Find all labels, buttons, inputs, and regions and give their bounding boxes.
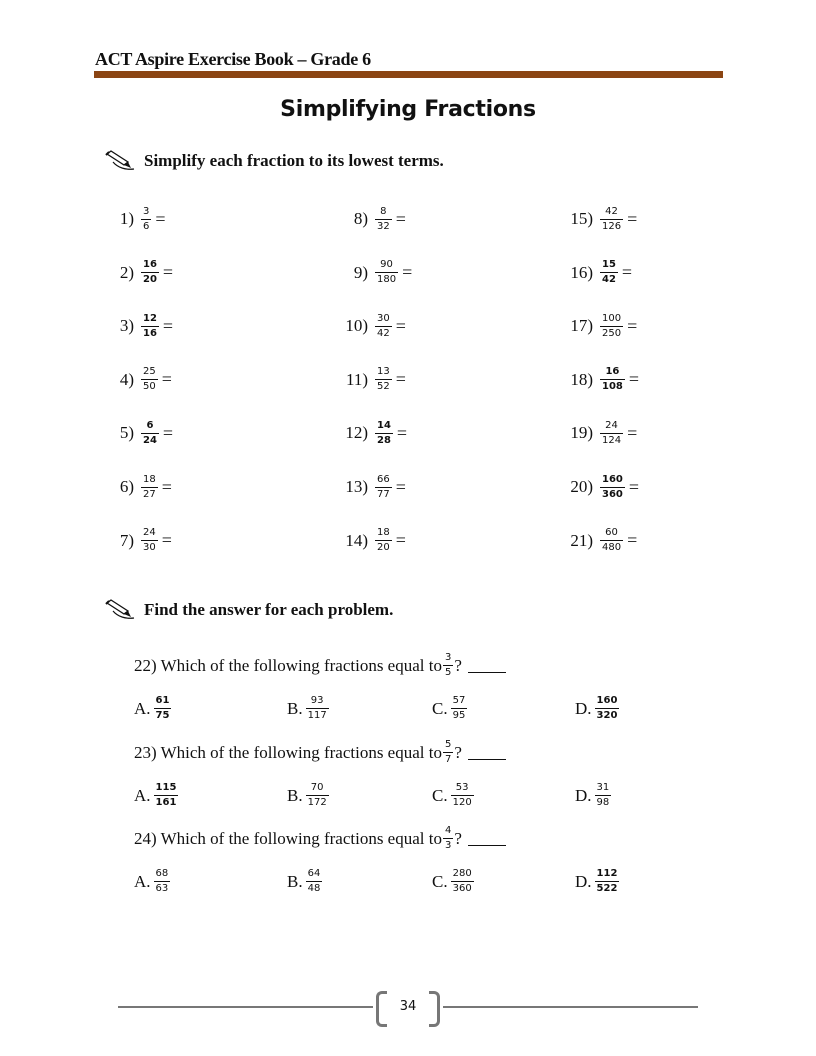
fraction-denominator: 117 (307, 710, 327, 721)
answer-option[interactable] (134, 868, 171, 895)
fraction-numerator: 42 (605, 205, 618, 217)
exercise-number: 3) (119, 316, 134, 336)
fraction-numerator: 12 (143, 312, 157, 324)
fraction-denominator: 522 (596, 883, 618, 894)
question-prompt: 22) Which of the following fractions equal to (134, 655, 442, 675)
option-letter: B. (287, 871, 303, 891)
fraction (442, 652, 454, 679)
fraction (374, 420, 394, 447)
exercise-item (563, 199, 637, 239)
answer-blank[interactable] (468, 831, 506, 846)
answer-blank[interactable] (468, 745, 506, 760)
exercise-number: 1) (119, 209, 134, 228)
fraction (140, 420, 160, 447)
fraction-numerator: 93 (310, 695, 324, 706)
fraction (374, 259, 399, 286)
option-letter: B. (287, 698, 303, 718)
fraction-denominator: 5 (444, 667, 452, 678)
equals-sign: = (627, 315, 638, 336)
fraction-denominator: 95 (452, 710, 466, 721)
equals-sign: = (628, 369, 640, 390)
exercise-number: 10) (345, 316, 368, 336)
fraction-denominator: 172 (307, 797, 327, 808)
fraction-numerator: 66 (377, 473, 390, 485)
equals-sign: = (395, 369, 406, 390)
equals-sign: = (162, 315, 174, 336)
fraction (153, 782, 180, 809)
fraction-denominator: 360 (452, 883, 472, 894)
fraction-numerator: 13 (377, 366, 390, 378)
exercise-item (114, 521, 172, 561)
fraction (305, 782, 330, 809)
fraction-numerator: 115 (155, 782, 177, 793)
section1-instruction (104, 150, 444, 172)
page-number: 34 (399, 999, 417, 1014)
equals-sign: = (627, 422, 638, 443)
exercise-number: 19) (570, 423, 593, 443)
header-title: ACT Aspire Exercise Book – Grade 6 (95, 49, 371, 69)
exercise-number: 5) (119, 423, 134, 443)
footer-bracket-right (429, 991, 440, 1027)
fraction-numerator: 280 (452, 868, 472, 879)
exercise-number: 4) (119, 369, 134, 389)
answer-option[interactable] (287, 695, 330, 722)
exercise-item (338, 306, 406, 346)
exercise-item (338, 413, 407, 453)
option-letter: A. (134, 698, 151, 718)
fraction (599, 259, 619, 286)
question-mark: ? (454, 655, 462, 675)
fraction-numerator: 68 (155, 868, 169, 879)
fraction-numerator: 90 (380, 259, 393, 271)
exercise-number: 21) (570, 530, 593, 550)
fraction (374, 313, 393, 340)
exercise-number: 7) (119, 530, 134, 550)
exercise-item (114, 413, 173, 453)
fraction-numerator: 5 (444, 739, 452, 750)
answer-option[interactable] (134, 782, 179, 809)
equals-sign: = (627, 208, 638, 229)
question-text (134, 652, 506, 679)
fraction-denominator: 28 (377, 434, 391, 446)
equals-sign: = (161, 530, 172, 551)
fraction (594, 868, 621, 895)
answer-option[interactable] (287, 782, 330, 809)
fraction-numerator: 3 (444, 652, 452, 663)
fraction-denominator: 161 (155, 797, 177, 808)
fraction-denominator: 24 (143, 434, 157, 446)
exercise-item (563, 306, 637, 346)
option-letter: D. (575, 871, 592, 891)
pencil-icon (104, 150, 136, 172)
equals-sign: = (396, 422, 408, 443)
section2-instruction-text: Find the answer for each problem. (144, 600, 394, 619)
exercise-number: 12) (345, 423, 368, 443)
fraction (374, 206, 393, 233)
answer-option[interactable] (575, 782, 612, 809)
footer-bracket-left (376, 991, 387, 1027)
fraction (594, 695, 621, 722)
fraction (305, 868, 324, 895)
fraction-denominator: 20 (377, 542, 390, 554)
fraction (599, 474, 626, 501)
fraction-denominator: 63 (155, 883, 169, 894)
fraction-denominator: 120 (452, 797, 472, 808)
fraction (450, 868, 475, 895)
fraction-numerator: 16 (605, 366, 620, 378)
option-letter: C. (432, 698, 448, 718)
question-mark: ? (454, 828, 462, 848)
exercise-item (338, 521, 406, 561)
fraction-numerator: 14 (377, 419, 391, 431)
fraction-numerator: 31 (596, 782, 610, 793)
fraction-numerator: 30 (377, 312, 390, 324)
fraction-numerator: 64 (307, 868, 321, 879)
equals-sign: = (627, 530, 638, 551)
fraction (374, 527, 393, 554)
exercise-item (114, 253, 173, 293)
fraction-numerator: 8 (380, 205, 387, 217)
exercise-item (563, 253, 632, 293)
exercise-item (563, 360, 639, 400)
fraction-numerator: 160 (602, 473, 623, 485)
fraction-numerator: 24 (143, 527, 156, 539)
exercise-item (338, 467, 406, 507)
fraction-denominator: 42 (602, 274, 616, 286)
option-letter: A. (134, 871, 151, 891)
fraction-numerator: 15 (602, 259, 616, 271)
fraction-denominator: 126 (602, 220, 622, 232)
equals-sign: = (628, 476, 640, 497)
fraction (374, 474, 393, 501)
fraction-numerator: 18 (143, 473, 156, 485)
exercise-number: 17) (570, 316, 593, 336)
equals-sign: = (395, 476, 406, 497)
equals-sign: = (161, 369, 172, 390)
question-text (134, 739, 506, 766)
fraction (599, 206, 624, 233)
fraction-denominator: 360 (602, 488, 623, 500)
equals-sign: = (621, 262, 633, 283)
fraction (140, 206, 152, 233)
fraction-numerator: 160 (596, 695, 618, 706)
header-rule (94, 71, 723, 78)
fraction-numerator: 6 (146, 419, 154, 431)
option-letter: A. (134, 785, 151, 805)
fraction-denominator: 48 (307, 883, 321, 894)
fraction-numerator: 25 (143, 366, 156, 378)
exercise-number: 18) (570, 369, 593, 389)
fraction-numerator: 100 (602, 312, 622, 324)
fraction (450, 782, 475, 809)
fraction-denominator: 16 (143, 327, 157, 339)
fraction-numerator: 57 (452, 695, 466, 706)
fraction-denominator: 124 (602, 434, 622, 446)
exercise-item (114, 467, 172, 507)
fraction (153, 868, 172, 895)
answer-option[interactable] (575, 695, 620, 722)
fraction-denominator: 77 (377, 488, 390, 500)
answer-option[interactable] (432, 868, 475, 895)
fraction-denominator: 480 (602, 542, 622, 554)
section2-instruction (104, 599, 393, 621)
fraction-denominator: 50 (143, 381, 156, 393)
equals-sign: = (395, 208, 406, 229)
exercise-item (114, 199, 166, 239)
fraction-denominator: 7 (444, 754, 452, 765)
exercise-item (563, 521, 637, 561)
exercise-item (563, 413, 637, 453)
fraction (140, 259, 160, 286)
exercise-number: 9) (353, 262, 368, 282)
equals-sign: = (155, 208, 166, 229)
fraction-numerator: 60 (605, 527, 618, 539)
equals-sign: = (395, 315, 406, 336)
fraction (140, 366, 159, 393)
option-letter: C. (432, 871, 448, 891)
answer-blank[interactable] (468, 658, 506, 673)
fraction-numerator: 16 (143, 259, 157, 271)
fraction-denominator: 320 (596, 710, 618, 721)
exercise-item (338, 199, 406, 239)
fraction (374, 366, 393, 393)
exercise-number: 11) (345, 369, 368, 389)
exercise-number: 6) (119, 477, 134, 496)
exercise-number: 14) (345, 530, 368, 550)
exercise-number: 2) (119, 262, 134, 282)
fraction-numerator: 4 (444, 825, 452, 836)
fraction-numerator: 18 (377, 527, 390, 539)
option-letter: D. (575, 698, 592, 718)
answer-option[interactable] (287, 868, 323, 895)
exercise-number: 13) (345, 477, 368, 496)
fraction-denominator: 42 (377, 327, 390, 339)
option-letter: D. (575, 785, 592, 805)
fraction-numerator: 3 (143, 205, 150, 217)
equals-sign: = (162, 422, 174, 443)
fraction (140, 474, 159, 501)
answer-option[interactable] (575, 868, 620, 895)
exercise-item (114, 306, 173, 346)
fraction (599, 366, 626, 393)
fraction-denominator: 27 (143, 488, 156, 500)
fraction-denominator: 75 (155, 710, 170, 721)
fraction-denominator: 52 (377, 381, 390, 393)
exercise-number: 20) (570, 477, 593, 496)
answer-option[interactable] (432, 695, 468, 722)
fraction-numerator: 112 (596, 868, 618, 879)
fraction-numerator: 24 (605, 419, 618, 431)
option-letter: B. (287, 785, 303, 805)
fraction (594, 782, 613, 809)
fraction (599, 527, 624, 554)
fraction (442, 739, 454, 766)
fraction-denominator: 20 (143, 274, 157, 286)
footer-line-right (443, 1006, 698, 1008)
fraction-numerator: 70 (310, 782, 324, 793)
question-prompt: 24) Which of the following fractions equal to (134, 828, 442, 848)
exercise-number: 15) (570, 209, 593, 228)
fraction-denominator: 250 (602, 327, 622, 339)
fraction-denominator: 3 (444, 840, 452, 851)
fraction (140, 527, 159, 554)
fraction-denominator: 32 (377, 220, 390, 232)
answer-option[interactable] (432, 782, 475, 809)
fraction (153, 695, 173, 722)
equals-sign: = (395, 530, 406, 551)
section1-instruction-text: Simplify each fraction to its lowest terms. (144, 151, 444, 170)
fraction (305, 695, 330, 722)
fraction-denominator: 180 (377, 274, 397, 286)
fraction (442, 825, 454, 852)
footer-line-left (118, 1006, 373, 1008)
pencil-icon (104, 599, 136, 621)
fraction (599, 313, 624, 340)
fraction (599, 420, 624, 447)
exercise-number: 16) (570, 262, 593, 282)
exercise-item (114, 360, 172, 400)
fraction (140, 313, 160, 340)
fraction-denominator: 108 (602, 381, 623, 393)
fraction-numerator: 53 (455, 782, 469, 793)
equals-sign: = (161, 476, 172, 497)
exercise-item (563, 467, 639, 507)
page-title: Simplifying Fractions (280, 97, 536, 122)
fraction (450, 695, 469, 722)
fraction-denominator: 98 (596, 797, 610, 808)
exercise-item (338, 253, 412, 293)
fraction-numerator: 61 (155, 695, 170, 706)
fraction-denominator: 6 (143, 220, 150, 232)
exercise-number: 8) (353, 209, 368, 228)
answer-option[interactable] (134, 695, 172, 722)
question-text (134, 825, 506, 852)
exercise-item (338, 360, 406, 400)
question-prompt: 23) Which of the following fractions equal to (134, 742, 442, 762)
fraction-denominator: 30 (143, 542, 156, 554)
equals-sign: = (402, 262, 413, 283)
equals-sign: = (162, 262, 174, 283)
option-letter: C. (432, 785, 448, 805)
question-mark: ? (454, 742, 462, 762)
